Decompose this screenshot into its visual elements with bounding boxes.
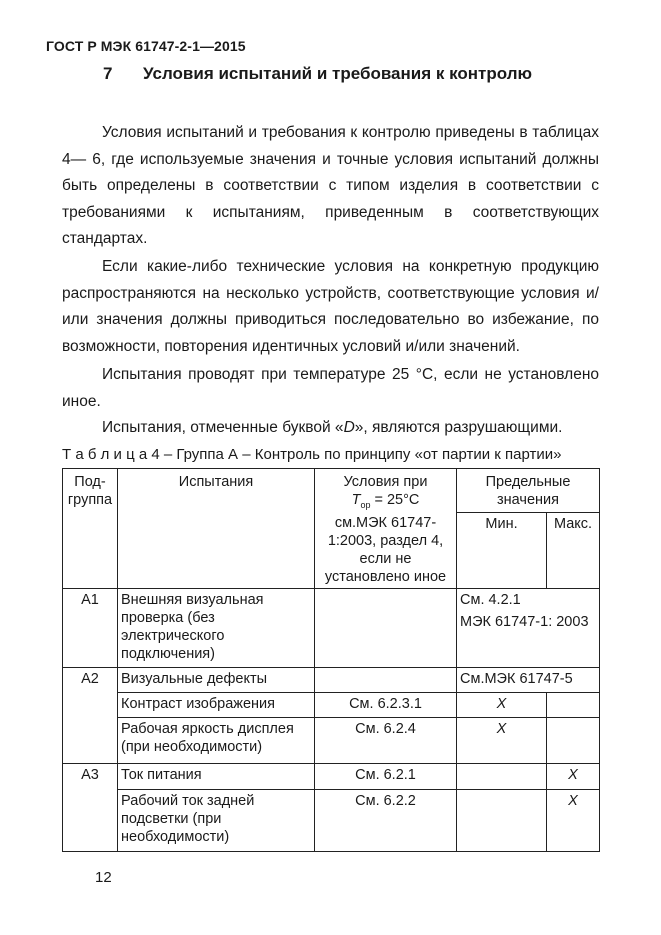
table-row <box>63 692 600 717</box>
table-row <box>63 588 600 667</box>
p4-after: », являются разрушающими. <box>354 419 563 436</box>
header-conditions-line1: Условия при <box>343 474 428 490</box>
row-a1-ref <box>457 588 600 667</box>
row-a2-2-min: X <box>457 692 547 717</box>
table-row <box>63 667 600 692</box>
header-conditions-ref: см.МЭК 61747-1:2003, раздел 4, если не установлено иное <box>324 514 447 585</box>
header-subgroup: Под- группа <box>63 469 118 589</box>
paragraph-4 <box>62 415 599 442</box>
row-a3-2-max: X <box>547 789 600 851</box>
header-test: Испытания <box>118 469 315 589</box>
row-a3-1-cond: См. 6.2.1 <box>315 763 457 789</box>
row-a3-1-test: Ток питания <box>118 763 315 789</box>
inspection-table <box>62 468 600 852</box>
row-a3-1-max: X <box>547 763 600 789</box>
row-a3-2-test: Рабочий ток задней подсветки (при необходимости) <box>118 789 315 851</box>
section-title: Условия испытаний и требования к контролю <box>143 64 533 83</box>
header-conditions <box>315 469 457 589</box>
row-a3-1-min <box>457 763 547 789</box>
row-a2-3-test: Рабочая яркость дисплея (при необходимости) <box>118 717 315 763</box>
header-conditions-temp <box>318 491 453 514</box>
row-a1-cond <box>315 588 457 667</box>
row-a2-3-cond: См. 6.2.4 <box>315 717 457 763</box>
row-a1-ref-2: МЭК 61747-1: 2003 <box>460 613 589 630</box>
row-a2-1-cond <box>315 667 457 692</box>
header-conditions-temp-value: = 25°С <box>370 492 420 508</box>
row-a2-2-cond: См. 6.2.3.1 <box>315 692 457 717</box>
header-conditions-t: T <box>351 492 361 508</box>
row-a3-2-min <box>457 789 547 851</box>
row-a2-3-max <box>547 717 600 763</box>
table-row <box>63 717 600 763</box>
section-heading <box>103 64 532 84</box>
row-a1-test: Внешняя визуальная проверка (без электрического подключения) <box>118 588 315 667</box>
row-a3-2-cond: См. 6.2.2 <box>315 789 457 851</box>
section-number: 7 <box>103 64 113 83</box>
table-row <box>63 763 600 789</box>
row-a2-2-test: Контраст изображения <box>118 692 315 717</box>
header-max: Макс. <box>547 513 600 588</box>
row-a2-3-min: X <box>457 717 547 763</box>
row-a2-group: А2 <box>63 667 118 763</box>
p4-before: Испытания, отмеченные буквой « <box>102 419 344 436</box>
row-a1-group: А1 <box>63 588 118 667</box>
p4-letter: D <box>343 419 355 436</box>
header-conditions-sub: ор <box>360 499 371 510</box>
row-a3-group: А3 <box>63 763 118 851</box>
paragraph-1: Условия испытаний и требования к контролю приведены в таблицах 4— 6, где используемые значения и точные условия испытаний должны быть определены в соответствии с типом изделия в соответствии с требованиями к испытаниям, приведенным в соответствующих стандартах. <box>62 124 599 247</box>
row-a1-ref-1: См. 4.2.1 <box>460 591 521 608</box>
page-number: 12 <box>95 869 112 886</box>
header-min: Мин. <box>457 513 547 588</box>
table-header-row <box>63 469 600 513</box>
paragraph-2: Если какие-либо технические условия на конкретную продукцию распространяются на несколько устройств, соответствующие условия и/или значения должны приводиться последовательно во избежание, по возможности, повторения идентичных условий и/или значений. <box>62 258 599 355</box>
row-a2-1-test: Визуальные дефекты <box>118 667 315 692</box>
table-caption: Т а б л и ц а 4 – Группа А – Контроль по принципу «от партии к партии» <box>62 446 562 463</box>
table-row <box>63 789 600 851</box>
row-a2-1-ref: См.МЭК 61747-5 <box>457 667 600 692</box>
row-a2-2-max <box>547 692 600 717</box>
paragraph-3: Испытания проводят при температуре 25 °С, если не установлено иное. <box>62 366 599 410</box>
document-header: ГОСТ Р МЭК 61747-2-1—2015 <box>46 38 246 54</box>
header-limits: Предельные значения <box>457 469 600 513</box>
